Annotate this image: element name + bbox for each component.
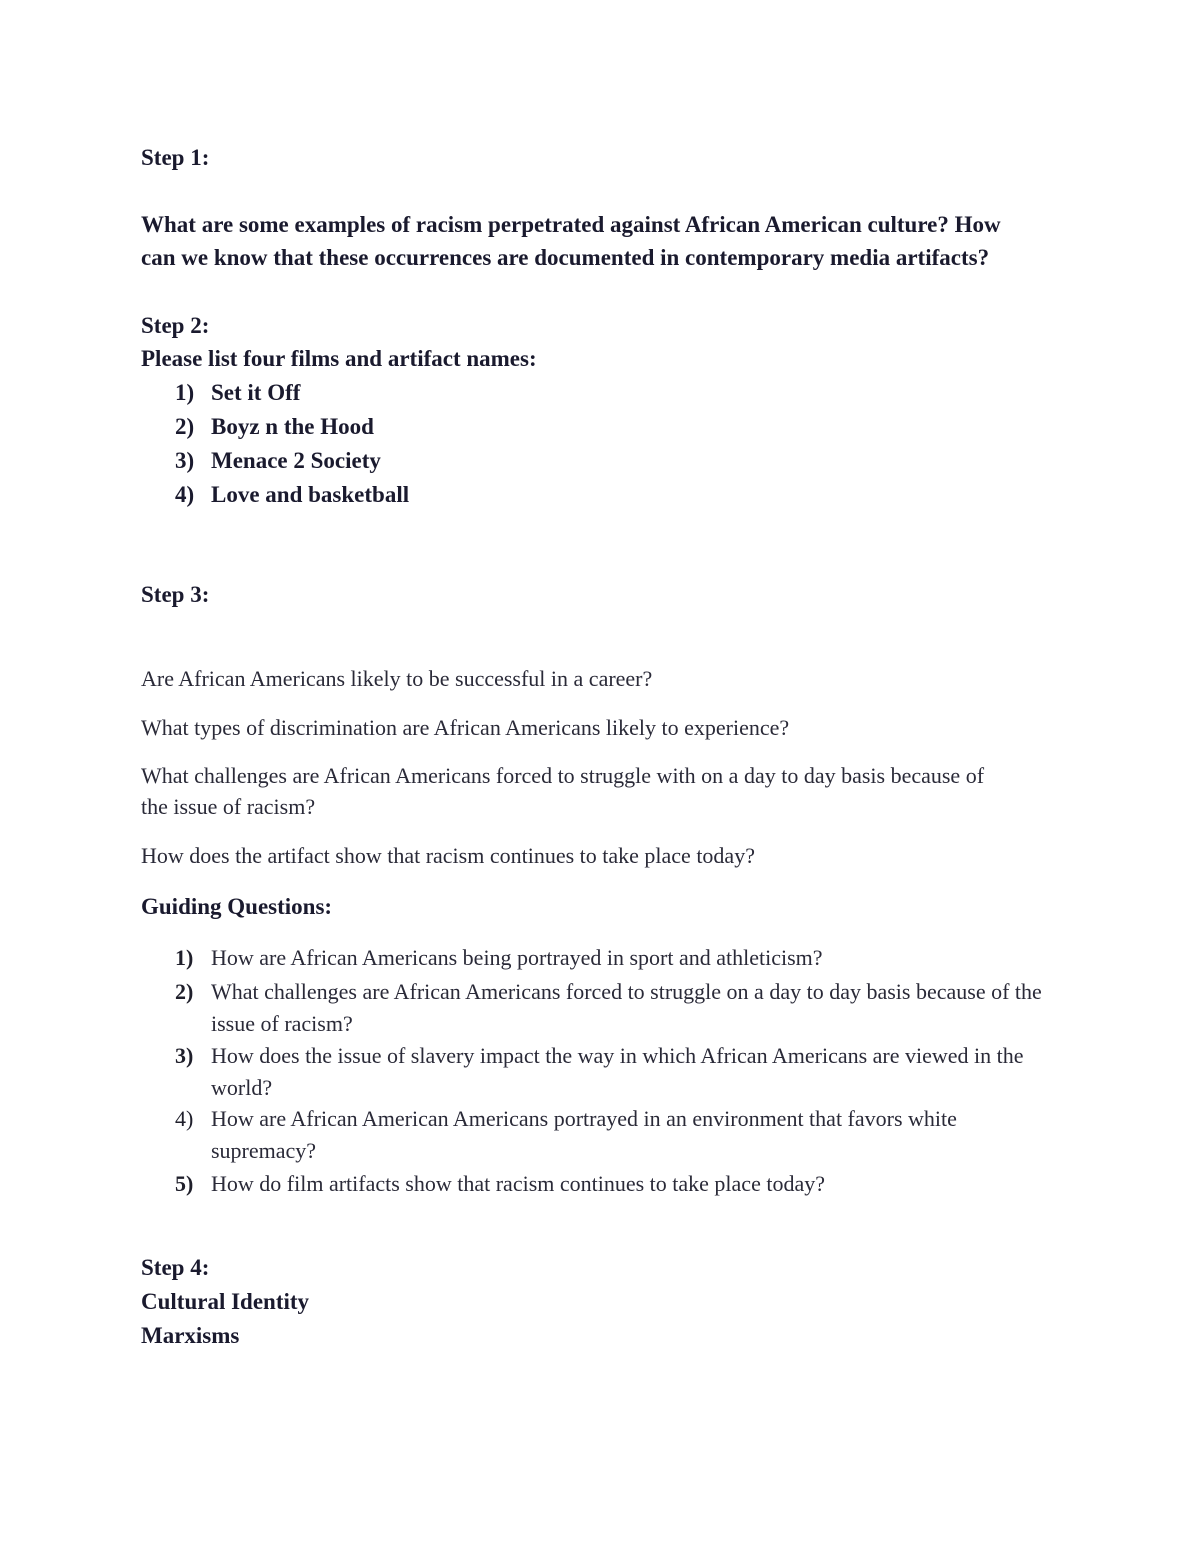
guiding-question-text: How does the issue of slavery impact the way in which African Americans are viewed in the world? [211,1043,1024,1100]
list-number: 1) [175,945,194,970]
film-list-item [175,377,301,409]
film-list-item [175,479,410,511]
step3-question-continued: the issue of racism? [141,794,316,819]
guiding-question-text: How do film artifacts show that racism continues to take place today? [211,1171,825,1196]
guiding-question-item [175,976,1055,1040]
step3-question: What challenges are African Americans forced to struggle with on a day to day basis because of [141,763,985,788]
film-title: Set it Off [211,380,301,405]
list-number: 3) [175,1043,194,1068]
step3-question: How does the artifact show that racism continues to take place today? [141,843,755,868]
step4-heading: Step 4: [141,1255,210,1280]
step3-question: Are African Americans likely to be successful in a career? [141,666,653,691]
guiding-questions-heading: Guiding Questions: [141,894,333,919]
step1-question-line1: What are some examples of racism perpetrated against African American culture? How [141,212,1001,237]
step1-question-line2: can we know that these occurrences are documented in contemporary media artifacts? [141,245,990,270]
list-number: 5) [175,1171,194,1196]
guiding-question-item [175,942,1055,974]
guiding-question-item [175,1103,1055,1167]
guiding-question-text: How are African American Americans portrayed in an environment that favors white supremacy? [211,1106,957,1163]
step2-prompt: Please list four films and artifact names: [141,346,537,371]
film-list-item [175,445,381,477]
step4-item: Cultural Identity [141,1289,310,1314]
list-number: 2) [175,414,195,439]
film-title: Menace 2 Society [211,448,381,473]
step2-heading: Step 2: [141,313,210,338]
film-title: Love and basketball [211,482,410,507]
step4-item: Marxisms [141,1323,240,1348]
film-list-item [175,411,374,443]
guiding-question-text: What challenges are African Americans forced to struggle on a day to day basis because of the issue of racism? [211,979,1042,1036]
list-number: 4) [175,1106,194,1131]
step1-heading: Step 1: [141,145,210,170]
step3-heading: Step 3: [141,582,210,607]
list-number: 4) [175,482,195,507]
film-title: Boyz n the Hood [211,414,374,439]
step3-question: What types of discrimination are African Americans likely to experience? [141,715,790,740]
list-number: 1) [175,380,195,405]
list-number: 2) [175,979,194,1004]
guiding-question-item [175,1168,1055,1200]
guiding-question-item [175,1040,1055,1104]
guiding-question-text: How are African Americans being portrayed in sport and athleticism? [211,945,823,970]
list-number: 3) [175,448,195,473]
